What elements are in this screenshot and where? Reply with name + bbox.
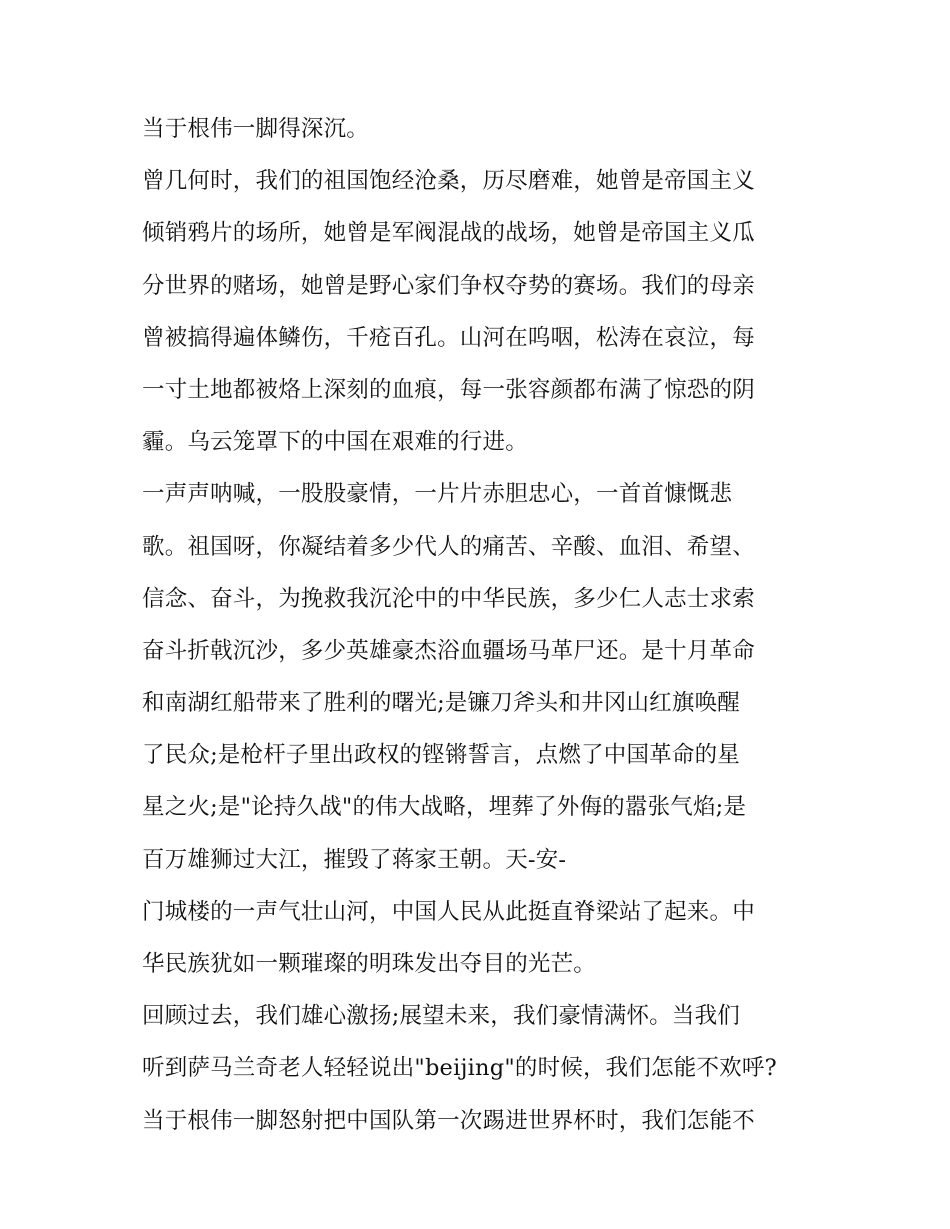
text-line: 华民族犹如一颗璀璨的明珠发出夺目的光芒。 (142, 951, 597, 977)
text-line: 和南湖红船带来了胜利的曙光;是镰刀斧头和井冈山红旗唤醒 (142, 690, 740, 717)
text-line: 曾被搞得遍体鳞伤，千疮百孔。山河在呜咽，松涛在哀泣，每 (142, 324, 755, 351)
text-line: 了民众;是枪杆子里出政权的铿锵誓言，点燃了中国革命的星 (142, 742, 740, 769)
text-line: 星之火;是"论持久战"的伟大战略，埋葬了外侮的嚣张气焰;是 (142, 794, 747, 821)
text-line: 霾。乌云笼罩下的中国在艰难的行进。 (142, 429, 528, 456)
text-line: 一声声呐喊，一股股豪情，一片片赤胆忠心，一首首慷慨悲 (142, 481, 733, 508)
text-line: 曾几何时，我们的祖国饱经沧桑，历尽磨难，她曾是帝国主义 (142, 168, 755, 195)
text-line: 一寸土地都被烙上深刻的血痕，每一张容颜都布满了惊恐的阴 (142, 376, 755, 403)
text-line: 当于根伟一脚怒射把中国队第一次踢进世界杯时，我们怎能不 (142, 1107, 755, 1134)
text-line: 百万雄狮过大江，摧毁了蒋家王朝。天-安- (142, 846, 567, 873)
text-line: 听到萨马兰奇老人轻轻说出"beijing"的时候，我们怎能不欢呼? (142, 1055, 777, 1082)
text-line: 当于根伟一脚得深沉。 (142, 116, 370, 142)
text-line: 歌。祖国呀，你凝结着多少代人的痛苦、辛酸、血泪、希望、 (142, 533, 755, 560)
body-text (142, 109, 822, 1153)
text-line: 分世界的赌场，她曾是野心家们争权夺势的赛场。我们的母亲 (142, 272, 755, 299)
text-line: 奋斗折戟沉沙，多少英雄豪杰浴血疆场马革尸还。是十月革命 (142, 637, 755, 664)
text-line: 门城楼的一声气壮山河，中国人民从此挺直脊梁站了起来。中 (142, 898, 755, 925)
text-line: 倾销鸦片的场所，她曾是军阀混战的战场，她曾是帝国主义瓜 (142, 220, 755, 247)
text-line: 信念、奋斗，为挽救我沉沦中的中华民族，多少仁人志士求索 (142, 585, 755, 612)
text-line: 回顾过去，我们雄心激扬;展望未来，我们豪情满怀。当我们 (142, 1003, 740, 1030)
